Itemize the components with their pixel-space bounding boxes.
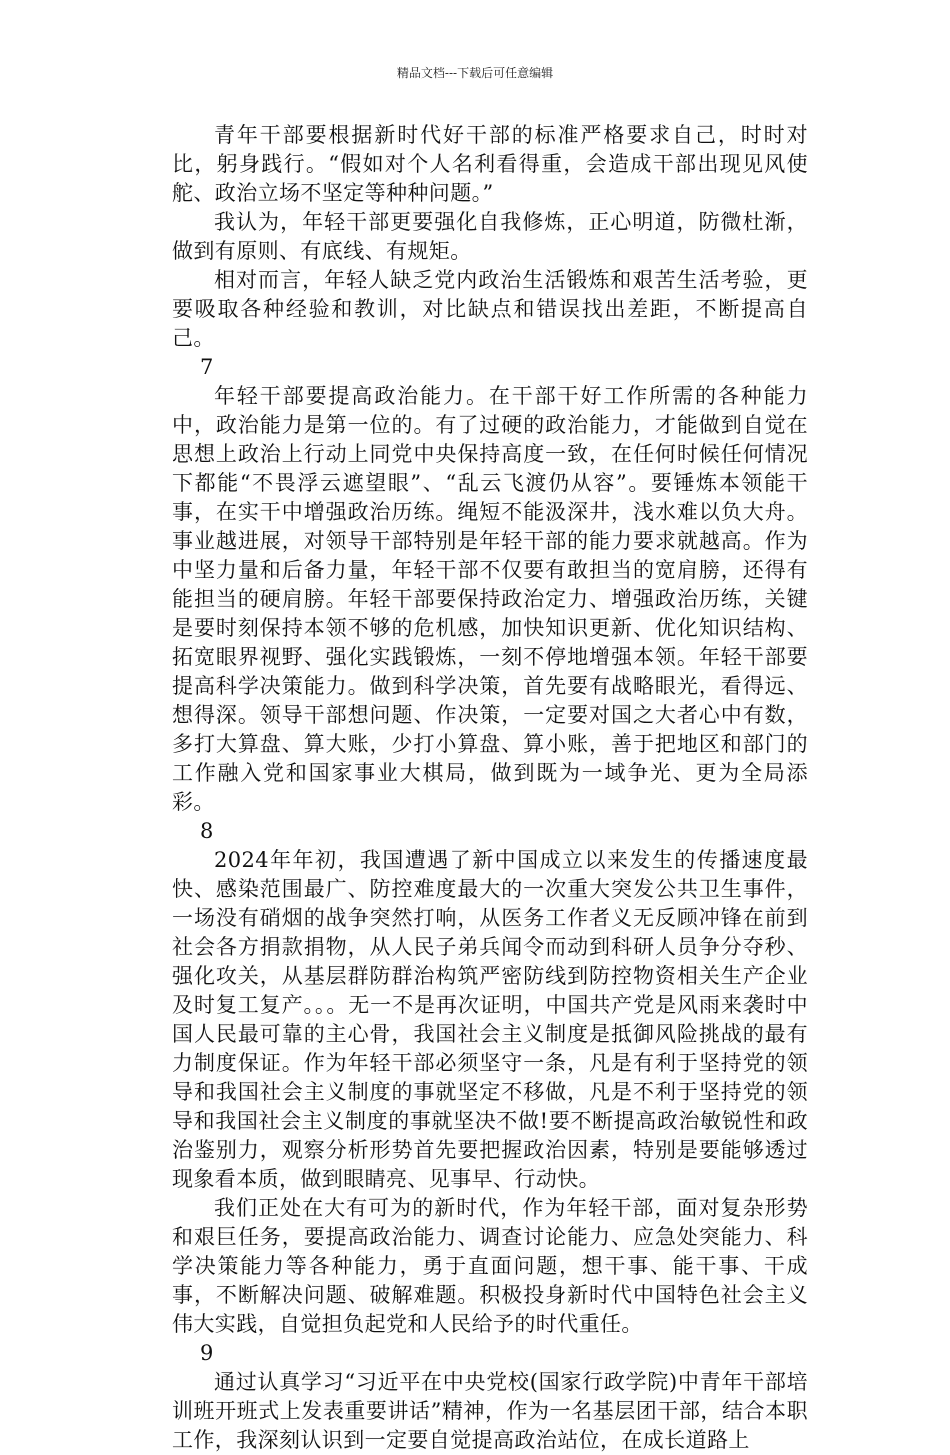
paragraph: 通过认真学习“习近平在中央党校(国家行政学院)中青年干部培训班开班式上发表重要讲话”精神，作为一名基层团干部，结合本职工作，我深刻认识到一定要自觉提高政治站位，在成长道路上 (172, 1370, 808, 1452)
paragraph: 我认为，年轻干部更要强化自我修炼，正心明道，防微杜渐，做到有原则、有底线、有规矩。 (172, 210, 808, 263)
paragraph: 相对而言，年轻人缺乏党内政治生活锻炼和艰苦生活考验，更要吸取各种经验和教训，对比缺点和错误找出差距，不断提高自己。 (172, 268, 808, 350)
paragraph: 我们正处在大有可为的新时代，作为年轻干部，面对复杂形势和艰巨任务，要提高政治能力、调查讨论能力、应急处突能力、科学决策能力等各种能力，勇于直面问题，想干事、能干事、干成事，不断解决问题、破解难题。积极投身新时代中国特色社会主义伟大实践，自觉担负起党和人民给予的时代重任。 (172, 1196, 808, 1336)
section-number: 9 (200, 1341, 214, 1365)
page-header: 精品文档---下载后可任意编辑 (396, 66, 554, 80)
paragraph: 青年干部要根据新时代好干部的标准严格要求自己，时时对比，躬身践行。“假如对个人名利看得重，会造成干部出现见风使舵、政治立场不坚定等种种问题。” (172, 123, 808, 205)
paragraph: 2024年年初，我国遭遇了新中国成立以来发生的传播速度最快、感染范围最广、防控难度最大的一次重大突发公共卫生事件，一场没有硝烟的战争突然打响，从医务工作者义无反顾冲锋在前到社会各方捐款捐物，从人民子弟兵闻令而动到科研人员争分夺秒、强化攻关，从基层群防群治构筑严密防线到防控物资相关生产企业及时复工复产。。。无一不是再次证明，中国共产党是风雨来袭时中国人民最可靠的主心骨，我国社会主义制度是抵御风险挑战的最有力制度保证。作为年轻干部必须坚守一条，凡是有利于坚持党的领导和我国社会主义制度的事就坚定不移做，凡是不利于坚持党的领导和我国社会主义制度的事就坚决不做!要不断提高政治敏锐性和政治鉴别力，观察分析形势首先要把握政治因素，特别是要能够透过现象看本质，做到眼睛亮、见事早、行动快。 (172, 848, 808, 1191)
paragraph: 年轻干部要提高政治能力。在干部干好工作所需的各种能力中，政治能力是第一位的。有了过硬的政治能力，才能做到自觉在思想上政治上行动上同党中央保持高度一致，在任何时候任何情况下都能“不畏浮云遮望眼”、“乱云飞渡仍从容”。要锤炼本领能干事，在实干中增强政治历练。绳短不能汲深井，浅水难以负大舟。事业越进展，对领导干部特别是年轻干部的能力要求就越高。作为中坚力量和后备力量，年轻干部不仅要有敢担当的宽肩膀，还得有能担当的硬肩膀。年轻干部要保持政治定力、增强政治历练，关键是要时刻保持本领不够的危机感，加快知识更新、优化知识结构、拓宽眼界视野、强化实践锻炼，一刻不停地增强本领。年轻干部要提高科学决策能力。做到科学决策，首先要有战略眼光，看得远、想得深。领导干部想问题、作决策，一定要对国之大者心中有数，多打大算盘、算大账，少打小算盘、算小账，善于把地区和部门的工作融入党和国家事业大棋局，做到既为一域争光、更为全局添彩。 (172, 384, 808, 814)
section-number: 7 (200, 355, 214, 379)
document-body (172, 121, 808, 1455)
section-number: 8 (200, 819, 214, 843)
